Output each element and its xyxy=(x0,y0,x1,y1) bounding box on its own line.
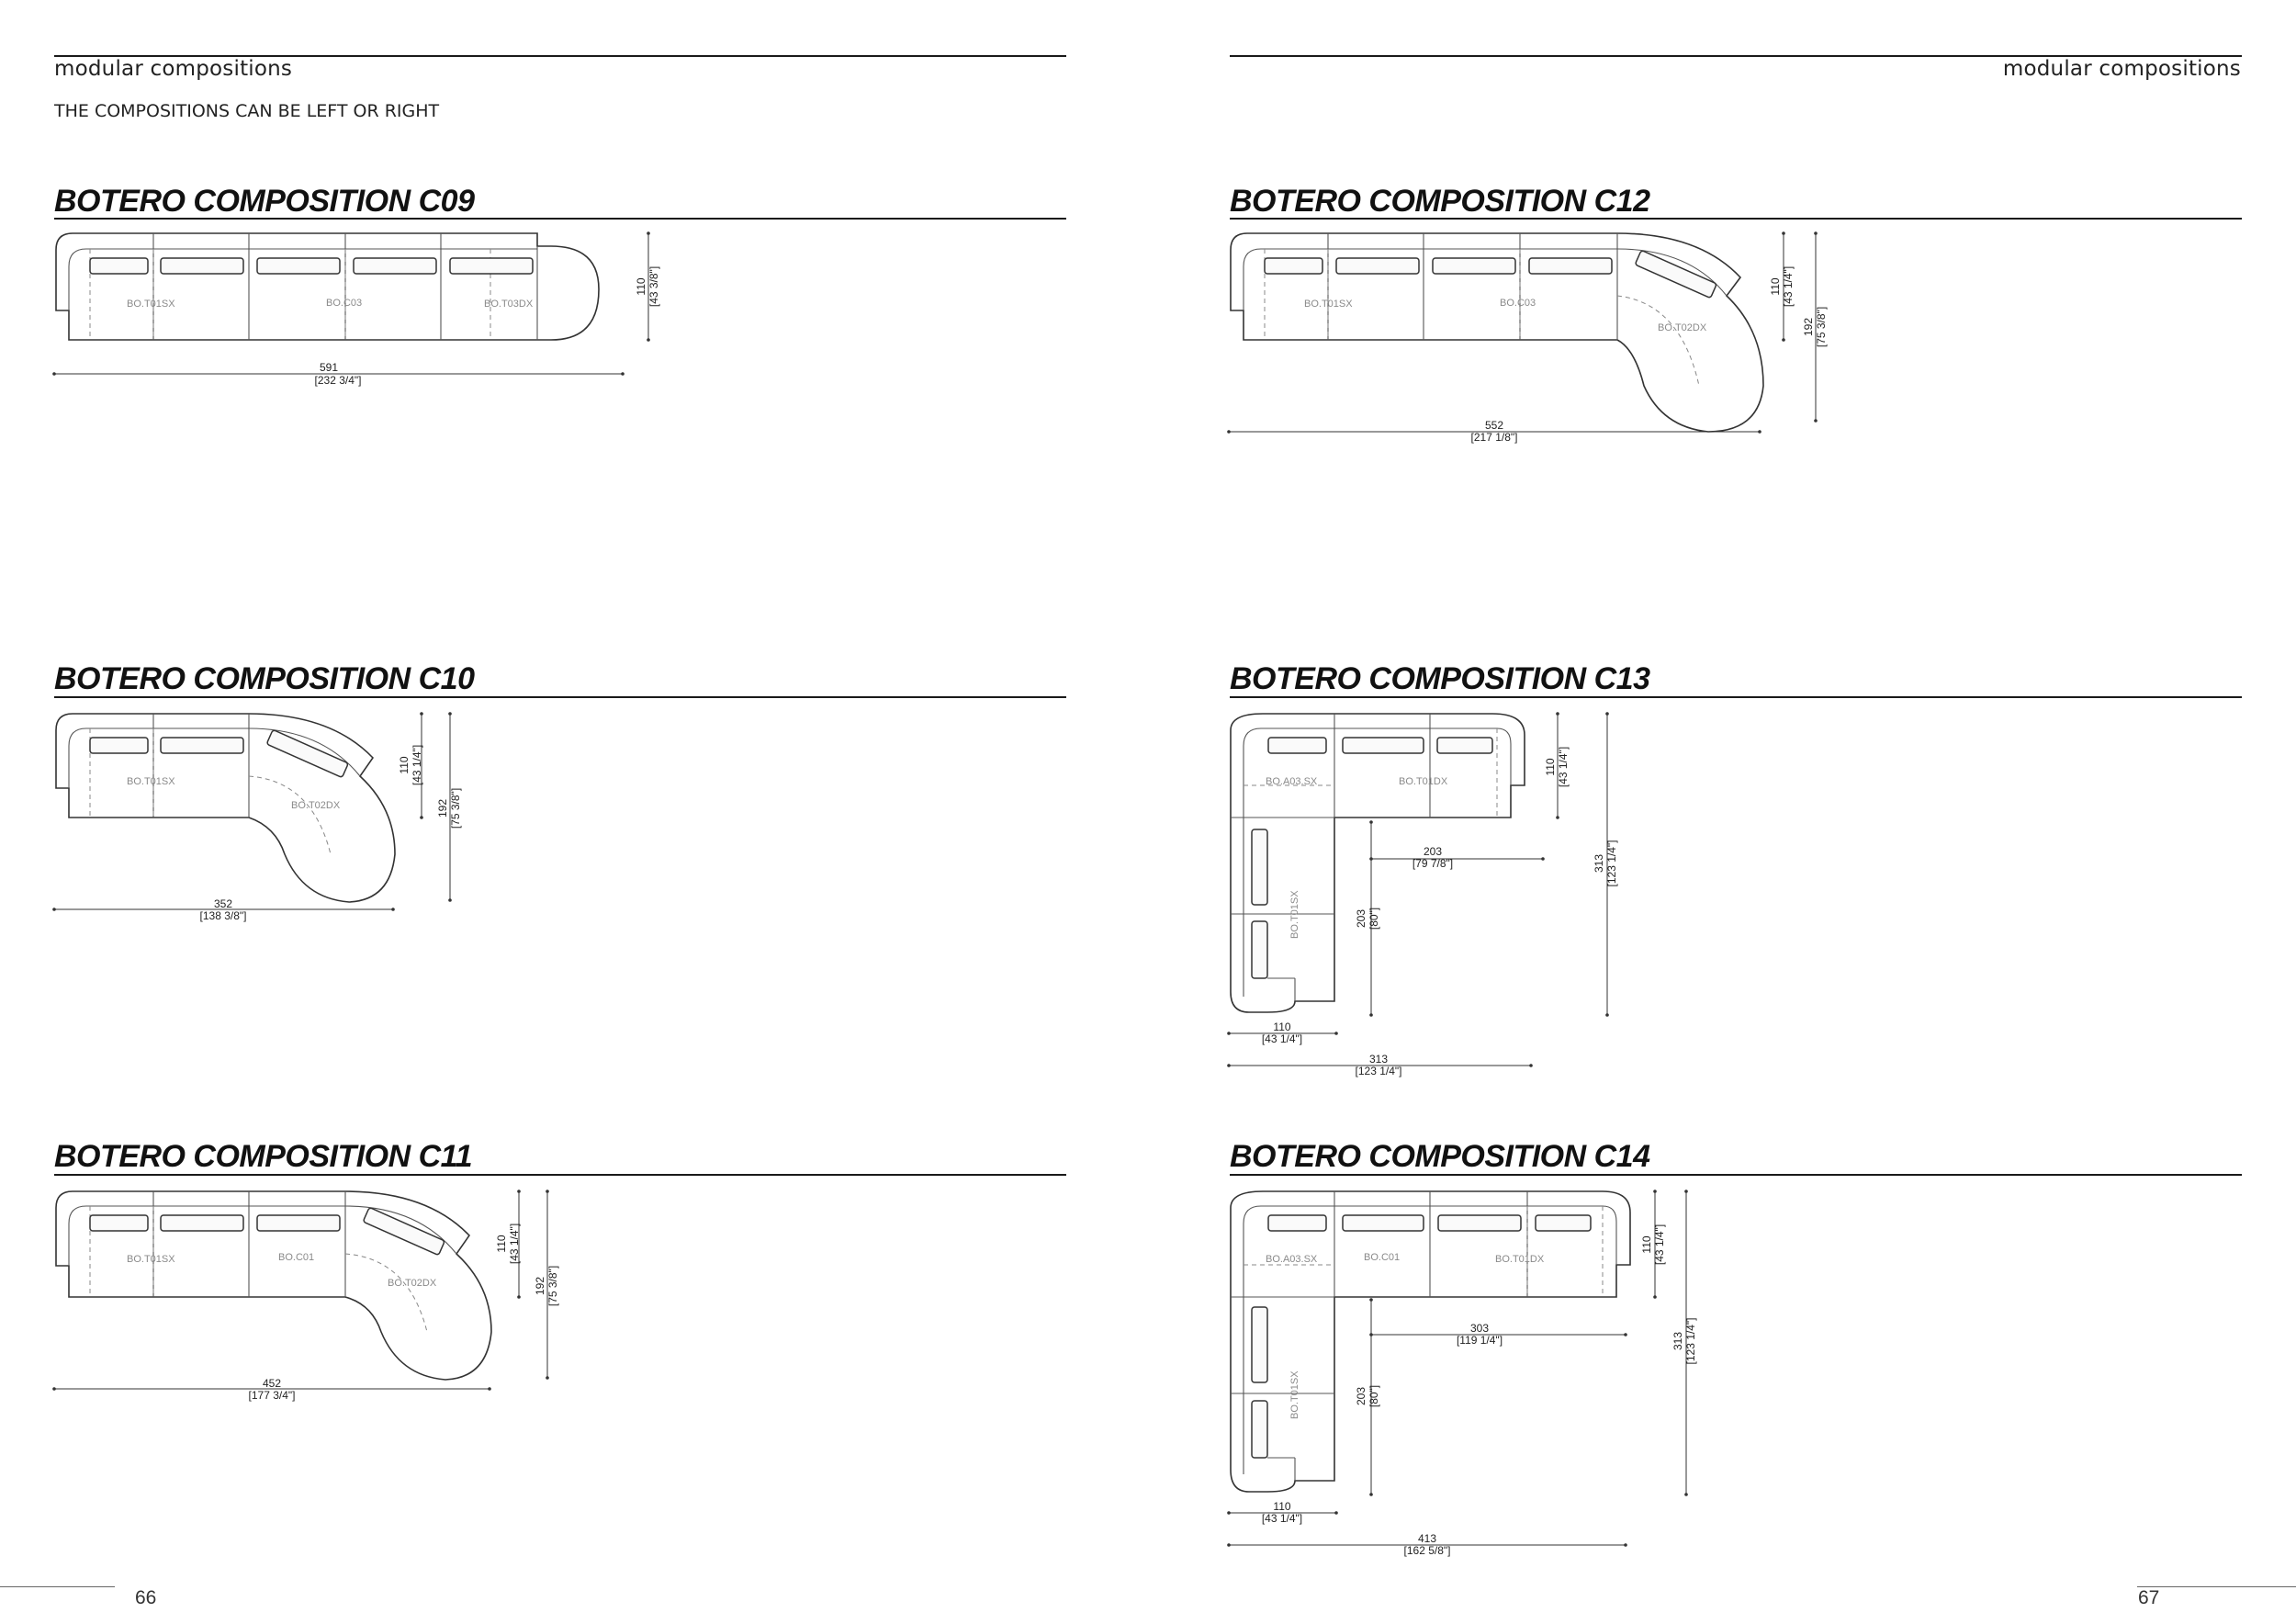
dim-c14-inner-in: [119 1/4"] xyxy=(1456,1334,1503,1347)
dim-c14-depth: 110 xyxy=(1640,1235,1653,1254)
drawing-c14 xyxy=(1227,1190,1697,1557)
module-label-c14-2: BO.C01 xyxy=(1364,1252,1401,1263)
dim-c13-inner-v: 203 xyxy=(1355,908,1367,929)
dim-c14-side: 313 xyxy=(1671,1331,1684,1351)
dim-c14-inner: 303 xyxy=(1469,1322,1490,1335)
drawing-c11 xyxy=(52,1190,559,1402)
dim-c14-inner-v: 203 xyxy=(1355,1386,1367,1406)
dim-c12-depth: 110 xyxy=(1769,277,1782,296)
left-page-number: 66 xyxy=(135,1587,157,1608)
dim-c11-depth: 110 xyxy=(495,1235,508,1253)
dim-c12-width: 552 xyxy=(1484,419,1504,432)
drawing-c12 xyxy=(1227,231,1828,444)
title-c09: BOTERO COMPOSITION C09 xyxy=(54,184,475,219)
module-label-c13-1: BO.A03.SX xyxy=(1266,776,1318,787)
dim-c13-inner: 203 xyxy=(1423,845,1443,858)
dim-c13-side: 313 xyxy=(1593,853,1605,874)
title-c13: BOTERO COMPOSITION C13 xyxy=(1230,661,1650,696)
module-label-c10-1: BO.T01SX xyxy=(127,776,175,787)
dim-c11-width: 452 xyxy=(262,1377,282,1390)
dim-c10-width: 352 xyxy=(213,897,233,910)
drawing-c09 xyxy=(52,231,660,387)
dim-c09-depth: 110 xyxy=(635,277,647,296)
dim-c11-total-depth-in: [75 3/8"] xyxy=(546,1265,559,1307)
dim-c12-total-depth: 192 xyxy=(1802,317,1815,337)
dim-c13-bottom-depth: 110 xyxy=(1273,1021,1291,1033)
dim-c10-width-in: [138 3/8"] xyxy=(199,909,247,922)
module-label-c13-3: BO.T01SX xyxy=(1289,890,1300,939)
module-label-c09-1: BO.T01SX xyxy=(127,299,175,310)
dim-c09-width: 591 xyxy=(319,361,339,374)
dim-c09-depth-in: [43 3/8"] xyxy=(647,265,660,308)
dim-c11-depth-in: [43 1/4"] xyxy=(508,1223,521,1265)
drawing-c10 xyxy=(52,712,462,922)
drawing-c13 xyxy=(1227,712,1618,1077)
dim-c13-bottom-depth-in: [43 1/4"] xyxy=(1261,1032,1303,1045)
module-label-c12-2: BO.C03 xyxy=(1500,298,1536,309)
title-c10: BOTERO COMPOSITION C10 xyxy=(54,661,475,696)
dim-c13-width-in: [123 1/4"] xyxy=(1355,1065,1402,1077)
right-page-number: 67 xyxy=(2138,1587,2160,1608)
dim-c14-width-in: [162 5/8"] xyxy=(1403,1544,1451,1557)
dim-c11-width-in: [177 3/4"] xyxy=(248,1389,296,1402)
module-label-c13-2: BO.T01DX xyxy=(1399,776,1448,787)
dim-c14-depth-in: [43 1/4"] xyxy=(1653,1224,1666,1266)
module-label-c14-4: BO.T01SX xyxy=(1289,1370,1300,1419)
dim-c12-width-in: [217 1/8"] xyxy=(1470,431,1518,444)
dim-c14-bottom-depth-in: [43 1/4"] xyxy=(1261,1512,1303,1525)
dim-c14-width: 413 xyxy=(1417,1532,1437,1545)
title-c14: BOTERO COMPOSITION C14 xyxy=(1230,1139,1650,1174)
dim-c10-total-depth: 192 xyxy=(436,798,449,818)
dim-c13-depth: 110 xyxy=(1544,758,1557,776)
dim-c13-inner-v-in: [80"] xyxy=(1367,907,1380,930)
dim-c09-width-in: [232 3/4"] xyxy=(314,374,362,387)
module-label-c11-1: BO.T01SX xyxy=(127,1254,175,1265)
dim-c13-inner-in: [79 7/8"] xyxy=(1412,857,1454,870)
dim-c14-bottom-depth: 110 xyxy=(1273,1500,1291,1513)
dim-c13-side-in: [123 1/4"] xyxy=(1605,840,1618,887)
title-c11: BOTERO COMPOSITION C11 xyxy=(54,1139,472,1174)
module-label-c14-1: BO.A03.SX xyxy=(1266,1254,1318,1265)
dim-c10-depth: 110 xyxy=(398,756,411,774)
dim-c14-side-in: [123 1/4"] xyxy=(1684,1317,1697,1365)
module-label-c12-3: BO.T02DX xyxy=(1658,322,1707,333)
dim-c11-total-depth: 192 xyxy=(534,1276,546,1296)
title-c12: BOTERO COMPOSITION C12 xyxy=(1230,184,1650,219)
dim-c10-total-depth-in: [75 3/8"] xyxy=(449,787,462,829)
module-label-c09-2: BO.C03 xyxy=(326,298,363,309)
orientation-note: THE COMPOSITIONS CAN BE LEFT OR RIGHT xyxy=(54,101,440,121)
dim-c13-depth-in: [43 1/4"] xyxy=(1557,746,1570,788)
module-label-c10-2: BO.T02DX xyxy=(291,800,341,811)
dim-c12-depth-in: [43 1/4"] xyxy=(1782,265,1795,308)
right-header-text: modular compositions xyxy=(2002,57,2241,81)
module-label-c11-2: BO.C01 xyxy=(278,1252,315,1263)
dim-c12-total-depth-in: [75 3/8"] xyxy=(1815,306,1828,348)
dim-c14-inner-v-in: [80"] xyxy=(1367,1384,1380,1408)
module-label-c09-3: BO.T03DX xyxy=(484,299,534,310)
module-label-c14-3: BO.T01DX xyxy=(1495,1254,1545,1265)
dim-c13-width: 313 xyxy=(1368,1053,1389,1066)
module-label-c12-1: BO.T01SX xyxy=(1304,299,1353,310)
dim-c10-depth-in: [43 1/4"] xyxy=(411,744,423,786)
left-header-text: modular compositions xyxy=(54,57,293,81)
module-label-c11-3: BO.T02DX xyxy=(388,1278,437,1289)
